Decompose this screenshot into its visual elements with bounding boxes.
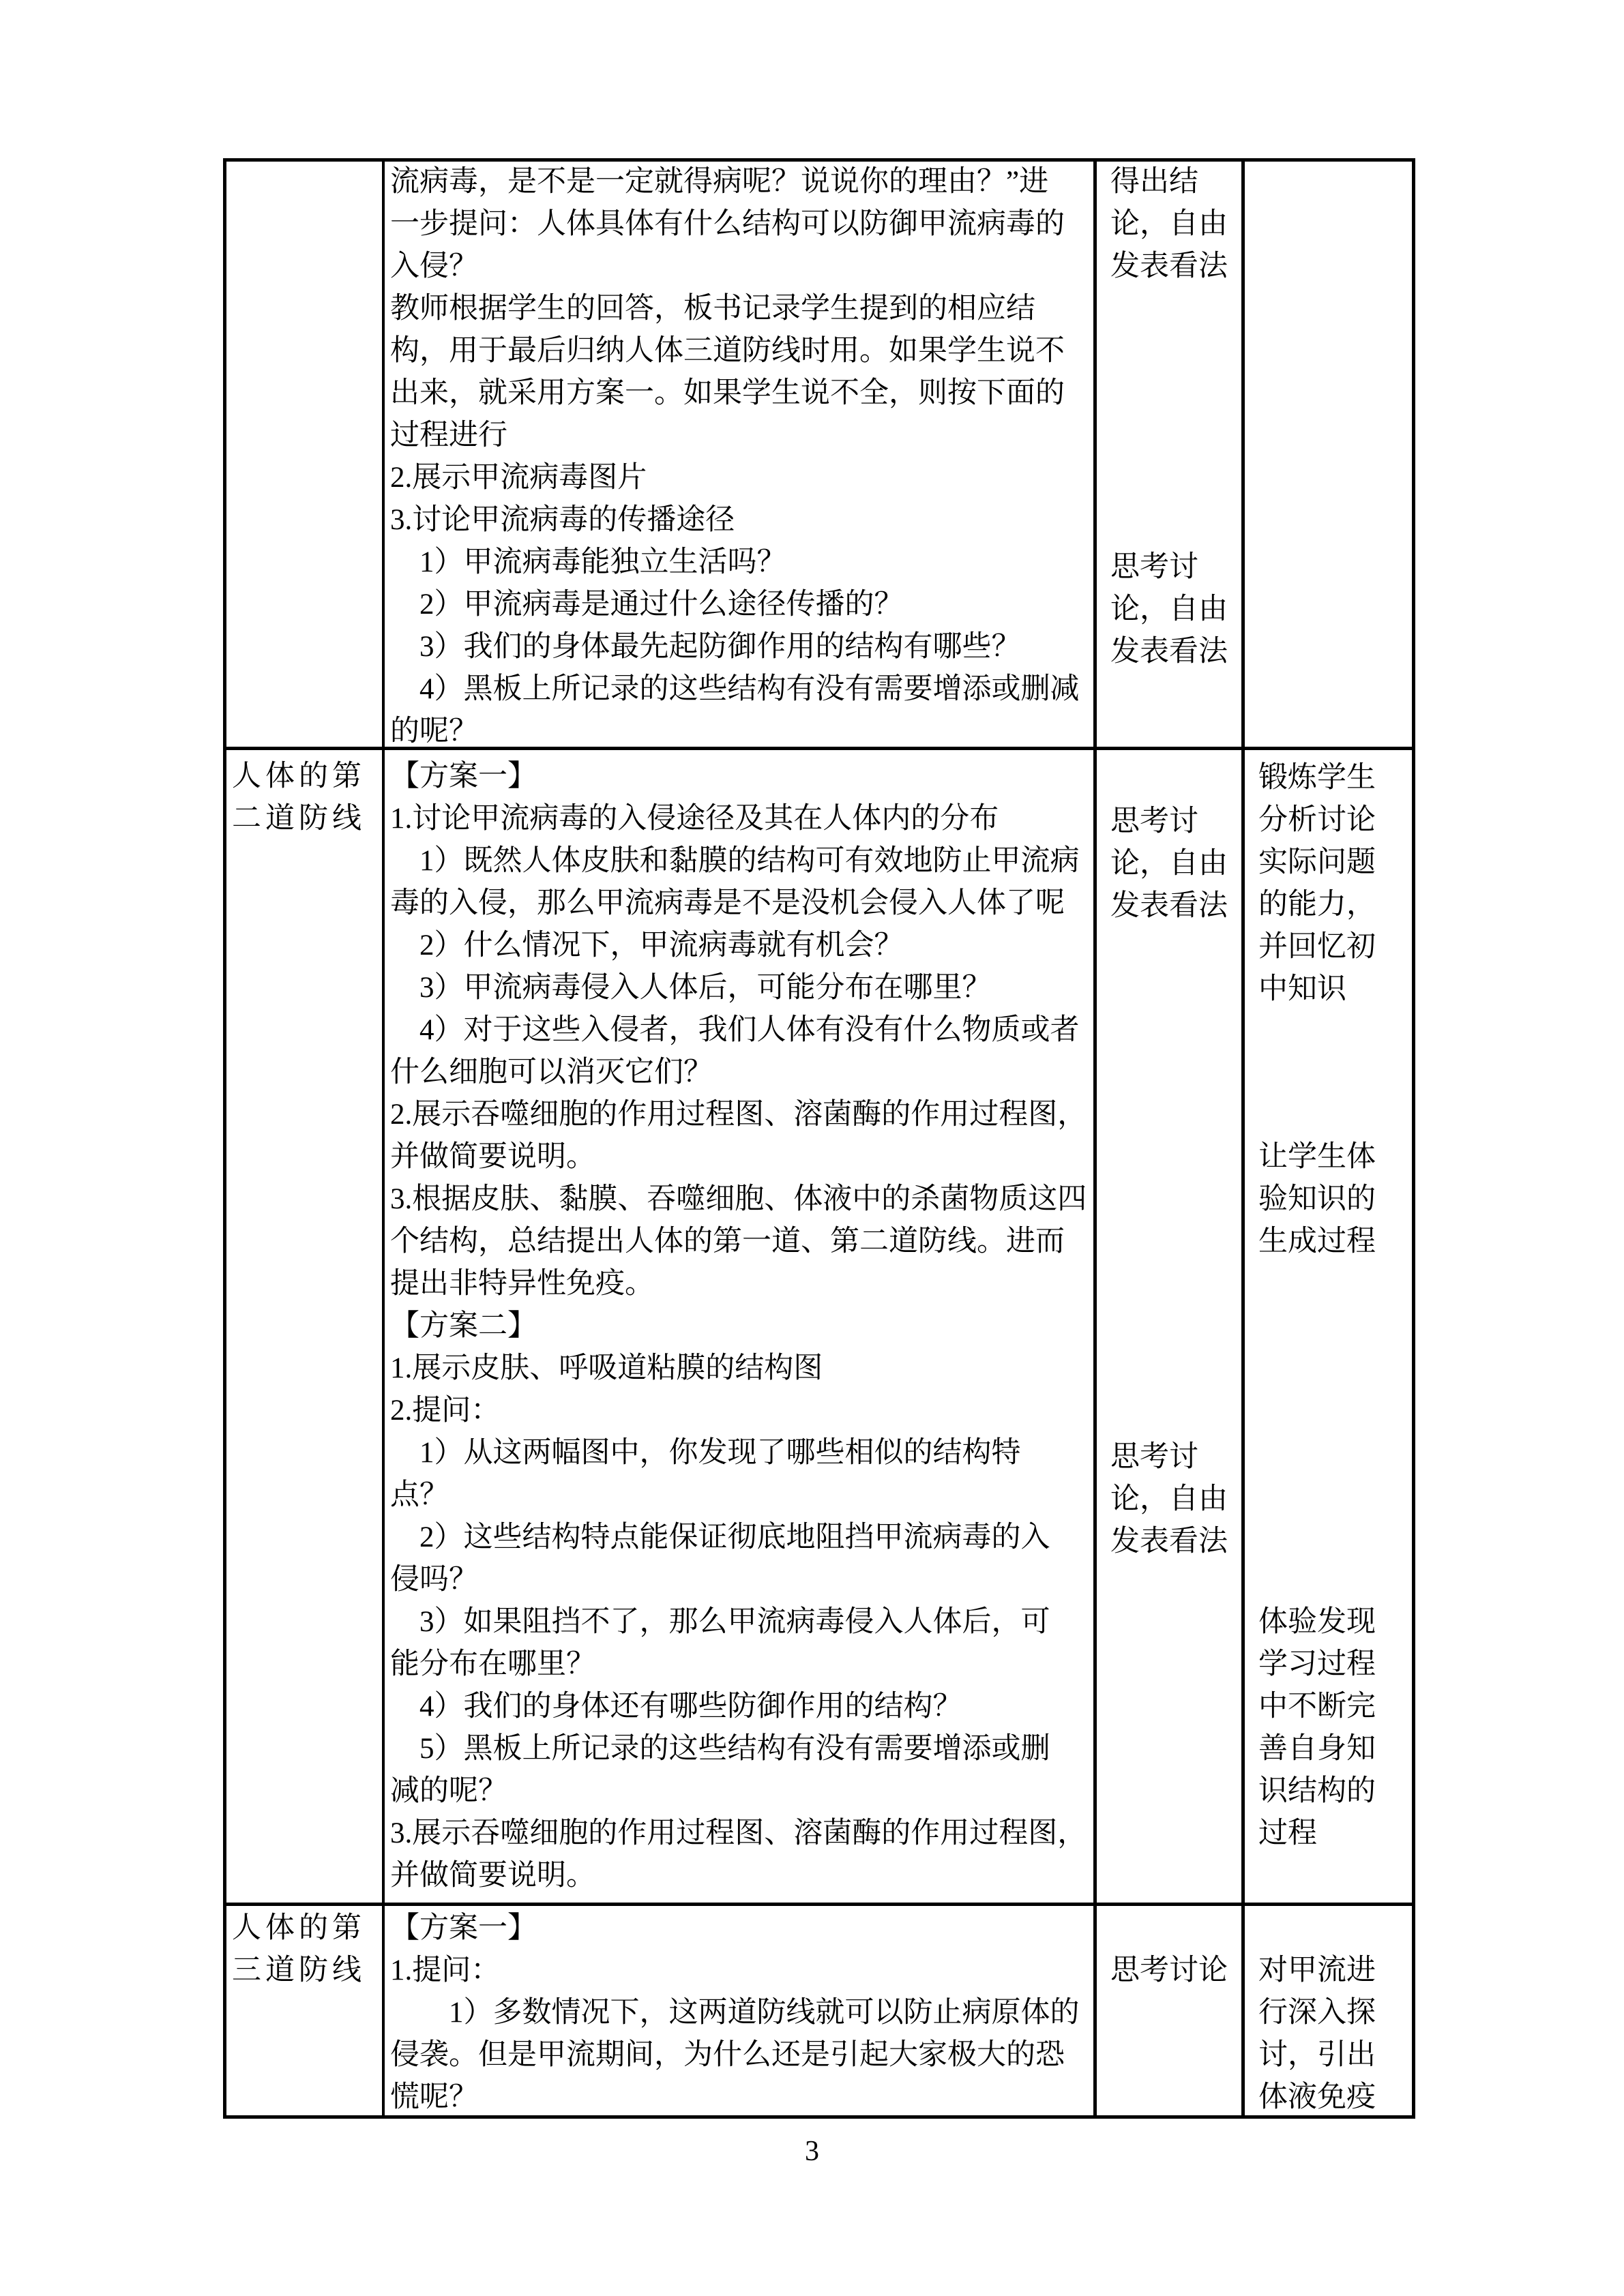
text-line: 4）黑板上所记录的这些结构有没有需要增添或删减 xyxy=(390,673,1080,705)
text-line: 【方案一】 xyxy=(390,760,537,792)
text-line: 发表看法 xyxy=(1110,250,1228,282)
text-line: 侵吗？ xyxy=(390,1564,478,1596)
text-line: 中知识 xyxy=(1258,973,1346,1005)
text-line: 1）从这两幅图中，你发现了哪些相似的结构特 xyxy=(390,1437,1021,1469)
text-line: 三道防线 xyxy=(232,1954,366,1986)
text-line: 思考讨 xyxy=(1110,551,1198,583)
text-line: 什么细胞可以消灭它们？ xyxy=(390,1056,713,1088)
text-line: 构，用于最后归纳人体三道防线时用。如果学生说不 xyxy=(390,335,1065,367)
text-line: 1）甲流病毒能独立生活吗？ xyxy=(390,546,786,578)
text-line: 体液免疫 xyxy=(1258,2081,1376,2113)
text-line: 2.提问： xyxy=(390,1395,501,1427)
text-line: 1.提问： xyxy=(390,1954,501,1986)
text-line: 入侵？ xyxy=(390,250,478,282)
text-line: 能分布在哪里？ xyxy=(390,1648,595,1680)
text-line: 2）这些结构特点能保证彻底地阻挡甲流病毒的入 xyxy=(390,1521,1050,1553)
text-line: 毒的入侵，那么甲流病毒是不是没机会侵入人体了呢 xyxy=(390,887,1065,919)
text-line: 2.展示吞噬细胞的作用过程图、溶菌酶的作用过程图， xyxy=(390,1099,1087,1131)
page-number: 3 xyxy=(805,2136,819,2167)
text-line: 的呢？ xyxy=(390,715,478,747)
text-line: 发表看法 xyxy=(1110,636,1228,668)
row2-stage-label xyxy=(232,756,379,840)
text-line: 并做简要说明。 xyxy=(390,1860,595,1892)
text-line: 【方案一】 xyxy=(390,1912,537,1944)
text-line: 过程进行 xyxy=(390,419,507,451)
text-line: 发表看法 xyxy=(1110,1525,1228,1557)
text-line: 一步提问：人体具体有什么结构可以防御甲流病毒的 xyxy=(390,208,1065,240)
text-line: 教师根据学生的回答，板书记录学生提到的相应结 xyxy=(390,293,1035,325)
row2-design-intent-note-2 xyxy=(1258,1136,1411,1263)
row2-design-intent-note-1 xyxy=(1258,757,1411,1011)
text-line: 慌呢？ xyxy=(390,2081,478,2113)
text-line: 3）我们的身体最先起防御作用的结构有哪些？ xyxy=(390,631,1021,663)
row3-design-intent-note-1 xyxy=(1258,1950,1411,2119)
row1-teaching-process-text xyxy=(390,161,1099,753)
text-line: 减的呢？ xyxy=(390,1775,507,1807)
text-line: 2）甲流病毒是通过什么途径传播的？ xyxy=(390,588,904,621)
text-line: 思考讨 xyxy=(1110,1441,1198,1473)
text-line: 流病毒，是不是一定就得病呢？说说你的理由？”进 xyxy=(390,166,1049,198)
text-line: 出来，就采用方案一。如果学生说不全，则按下面的 xyxy=(390,377,1065,409)
row1-student-activity-note-b xyxy=(1110,546,1241,673)
text-line: 并做简要说明。 xyxy=(390,1141,595,1173)
text-line: 论，自由 xyxy=(1110,1483,1228,1515)
text-line: 二道防线 xyxy=(232,803,366,835)
row2-student-activity-note-a xyxy=(1110,801,1241,927)
text-line: 生成过程 xyxy=(1258,1225,1376,1257)
text-line: 1.展示皮肤、呼吸道粘膜的结构图 xyxy=(390,1352,823,1384)
text-line: 锻炼学生 xyxy=(1258,762,1376,794)
text-line: 体验发现 xyxy=(1258,1606,1376,1638)
text-line: 得出结 xyxy=(1110,166,1198,198)
row-divider-2 xyxy=(223,1903,1415,1906)
text-line: 中不断完 xyxy=(1258,1690,1376,1723)
text-line: 对甲流进 xyxy=(1258,1954,1376,1986)
row2-teaching-process-text xyxy=(390,756,1099,1897)
text-line: 4）对于这些入侵者，我们人体有没有什么物质或者 xyxy=(390,1014,1080,1046)
text-line: 分析讨论 xyxy=(1258,804,1376,836)
text-line: 提出非特异性免疫。 xyxy=(390,1268,654,1300)
column-divider-1 xyxy=(382,158,385,2119)
text-line: 善自身知 xyxy=(1258,1733,1376,1765)
text-line: 3.展示吞噬细胞的作用过程图、溶菌酶的作用过程图， xyxy=(390,1817,1087,1849)
text-line: 2.展示甲流病毒图片 xyxy=(390,462,647,494)
text-line: 验知识的 xyxy=(1258,1183,1376,1215)
text-line: 3）如果阻挡不了，那么甲流病毒侵入人体后，可 xyxy=(390,1606,1050,1638)
row3-teaching-process-text xyxy=(390,1907,1099,2119)
text-line: 论，自由 xyxy=(1110,593,1228,625)
text-line: 讨，引出 xyxy=(1258,2039,1376,2071)
text-line: 发表看法 xyxy=(1110,890,1228,922)
text-line: 3.根据皮肤、黏膜、吞噬细胞、体液中的杀菌物质这四 xyxy=(390,1183,1087,1215)
text-line: 让学生体 xyxy=(1258,1141,1376,1173)
text-line: 3.讨论甲流病毒的传播途径 xyxy=(390,504,735,536)
text-line: 识结构的 xyxy=(1258,1775,1376,1807)
row3-student-activity-note-a xyxy=(1110,1950,1241,1992)
text-line: 【方案二】 xyxy=(390,1310,537,1342)
column-divider-3 xyxy=(1241,158,1245,2119)
row3-stage-label xyxy=(232,1907,379,1992)
text-line: 论，自由 xyxy=(1110,848,1228,880)
text-line: 点？ xyxy=(390,1479,449,1511)
text-line: 思考讨 xyxy=(1110,805,1198,837)
text-line: 并回忆初 xyxy=(1258,931,1376,963)
text-line: 论，自由 xyxy=(1110,208,1228,240)
text-line: 过程 xyxy=(1258,1817,1317,1849)
text-line: 侵袭。但是甲流期间，为什么还是引起大家极大的恐 xyxy=(390,2039,1065,2071)
row2-design-intent-note-3 xyxy=(1258,1601,1411,1855)
text-line: 1）多数情况下，这两道防线就可以防止病原体的 xyxy=(390,1997,1080,2029)
row2-student-activity-note-b xyxy=(1110,1436,1241,1563)
text-line: 1）既然人体皮肤和黏膜的结构可有效地防止甲流病 xyxy=(390,845,1080,877)
text-line: 3）甲流病毒侵入人体后，可能分布在哪里？ xyxy=(390,972,992,1004)
text-line: 学习过程 xyxy=(1258,1648,1376,1680)
text-line: 人体的第 xyxy=(232,1912,366,1944)
text-line: 1.讨论甲流病毒的入侵途径及其在人体内的分布 xyxy=(390,803,999,835)
text-line: 个结构，总结提出人体的第一道、第二道防线。进而 xyxy=(390,1225,1065,1257)
text-line: 4）我们的身体还有哪些防御作用的结构？ xyxy=(390,1690,962,1723)
text-line: 的能力， xyxy=(1258,889,1376,921)
text-line: 5）黑板上所记录的这些结构有没有需要增添或删 xyxy=(390,1733,1050,1765)
text-line: 思考讨论 xyxy=(1110,1954,1228,1986)
text-line: 人体的第 xyxy=(232,760,366,792)
row1-student-activity-note-a xyxy=(1110,161,1241,288)
text-line: 实际问题 xyxy=(1258,846,1376,878)
text-line: 2）什么情况下，甲流病毒就有机会？ xyxy=(390,929,904,961)
text-line: 行深入探 xyxy=(1258,1997,1376,2029)
